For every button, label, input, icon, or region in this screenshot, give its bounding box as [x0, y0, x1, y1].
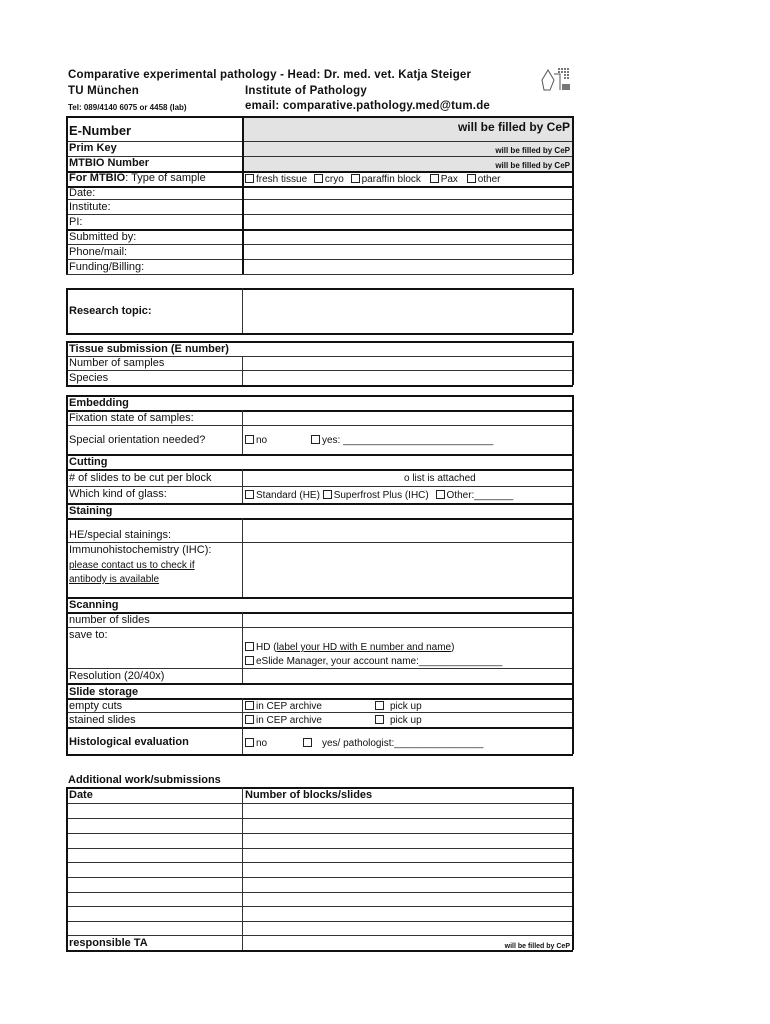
empty-cuts-archive-option[interactable]: in CEP archive [245, 700, 322, 713]
stained-archive-option[interactable]: in CEP archive [245, 714, 322, 727]
orientation-yes-option[interactable]: yes: ___________________________ [311, 434, 493, 447]
kind-of-glass-label: Which kind of glass: [69, 488, 167, 500]
checkbox-icon[interactable] [245, 656, 254, 665]
funding-label: Funding/Billing: [69, 261, 145, 273]
embedding-heading: Embedding [69, 397, 129, 409]
glass-standard-option[interactable]: Standard (HE) [245, 490, 320, 501]
resolution-label: Resolution (20/40x) [69, 670, 165, 682]
stained-slides-label: stained slides [69, 714, 136, 726]
sample-fresh-option[interactable]: fresh tissue [245, 174, 307, 185]
ihc-note-line1[interactable]: please contact us to check if [69, 560, 195, 571]
list-attached-option[interactable]: o list is attached [404, 473, 476, 484]
blocks-column-header: Number of blocks/slides [245, 789, 373, 801]
ihc-note-line2[interactable]: antibody is available [69, 574, 160, 585]
checkbox-icon[interactable] [303, 738, 312, 747]
special-orientation-label: Special orientation needed? [69, 434, 206, 446]
checkbox-icon[interactable] [311, 435, 320, 444]
date-label: Date: [69, 187, 96, 199]
number-of-slides-label: number of slides [69, 614, 150, 626]
prim-key-label: Prim Key [69, 142, 117, 154]
header-institute: Institute of Pathology [245, 85, 367, 97]
checkbox-icon[interactable] [245, 642, 254, 651]
checkbox-icon[interactable] [375, 701, 384, 710]
slide-storage-heading: Slide storage [69, 686, 139, 698]
tum-pathology-logo-icon [540, 66, 572, 94]
slides-per-block-label: # of slides to be cut per block [69, 472, 212, 484]
sample-cryo-option[interactable]: cryo [314, 174, 344, 185]
scanning-heading: Scanning [69, 599, 119, 611]
fixation-label: Fixation state of samples: [69, 412, 194, 424]
sample-other-option[interactable]: other [467, 174, 501, 185]
tissue-submission-heading: Tissue submission (E number) [69, 343, 229, 355]
orientation-no-option[interactable]: no [245, 434, 267, 447]
checkbox-icon[interactable] [430, 174, 439, 183]
staining-heading: Staining [69, 505, 113, 517]
institute-label: Institute: [69, 201, 111, 213]
empty-cuts-pickup-option[interactable]: pick up [375, 700, 422, 713]
save-eslide-option[interactable]: eSlide Manager, your account name:_______________ [245, 655, 502, 668]
checkbox-icon[interactable] [245, 490, 254, 499]
responsible-ta-label: responsible TA [69, 937, 148, 949]
stained-pickup-option[interactable]: pick up [375, 714, 422, 727]
pi-label: PI: [69, 216, 83, 228]
he-special-label: HE/special stainings: [69, 529, 172, 541]
checkbox-icon[interactable] [467, 174, 476, 183]
save-hd-option[interactable]: HD (label your HD with E number and name) [245, 641, 454, 654]
mtbio-sample-type-label: For MTBIO: Type of sample [69, 172, 206, 184]
glass-options [245, 489, 513, 502]
checkbox-icon[interactable] [245, 435, 254, 444]
checkbox-icon[interactable] [436, 490, 445, 499]
empty-cuts-label: empty cuts [69, 700, 123, 712]
save-to-label: save to: [69, 629, 108, 641]
header-tel: Tel: 089/4140 6075 or 4458 (lab) [68, 103, 187, 112]
sample-pax-option[interactable]: Pax [430, 174, 458, 185]
glass-other-option[interactable]: Other:_______ [436, 490, 514, 501]
header-org: TU München [68, 85, 139, 97]
checkbox-icon[interactable] [245, 715, 254, 724]
histological-evaluation-label: Histological evaluation [69, 736, 189, 748]
checkbox-icon[interactable] [314, 174, 323, 183]
e-number-label: E-Number [69, 123, 132, 138]
number-of-samples-label: Number of samples [69, 357, 165, 369]
additional-work-heading: Additional work/submissions [68, 774, 221, 786]
checkbox-icon[interactable] [245, 174, 254, 183]
species-label: Species [69, 372, 109, 384]
submitted-by-label: Submitted by: [69, 231, 137, 243]
checkbox-icon[interactable] [245, 738, 254, 747]
responsible-ta-filled-by: will be filled by CeP [504, 943, 570, 950]
header-title: Comparative experimental pathology - Head: Dr. med. vet. Katja Steiger [68, 69, 472, 81]
e-number-filled-by: will be filled by CeP [457, 120, 570, 134]
checkbox-icon[interactable] [323, 490, 332, 499]
histo-no-option[interactable]: no [245, 737, 267, 750]
research-topic-label: Research topic: [69, 305, 152, 317]
cutting-heading: Cutting [69, 456, 108, 468]
mtbio-number-label: MTBIO Number [69, 157, 150, 169]
sample-type-options [245, 173, 501, 186]
date-column-header: Date [69, 789, 93, 801]
checkbox-icon[interactable] [245, 701, 254, 710]
sample-paraffin-option[interactable]: paraffin block [351, 174, 421, 185]
mtbio-number-filled-by: will be filled by CeP [495, 161, 570, 170]
ihc-label: Immunohistochemistry (IHC): [69, 544, 212, 556]
header-email: email: comparative.pathology.med@tum.de [245, 100, 491, 112]
phone-mail-label: Phone/mail: [69, 246, 128, 258]
checkbox-icon[interactable] [351, 174, 360, 183]
prim-key-filled-by: will be filled by CeP [495, 146, 570, 155]
glass-superfrost-option[interactable]: Superfrost Plus (IHC) [323, 490, 429, 501]
checkbox-icon[interactable] [375, 715, 384, 724]
histo-yes-option[interactable]: yes/ pathologist:________________ [303, 737, 483, 750]
